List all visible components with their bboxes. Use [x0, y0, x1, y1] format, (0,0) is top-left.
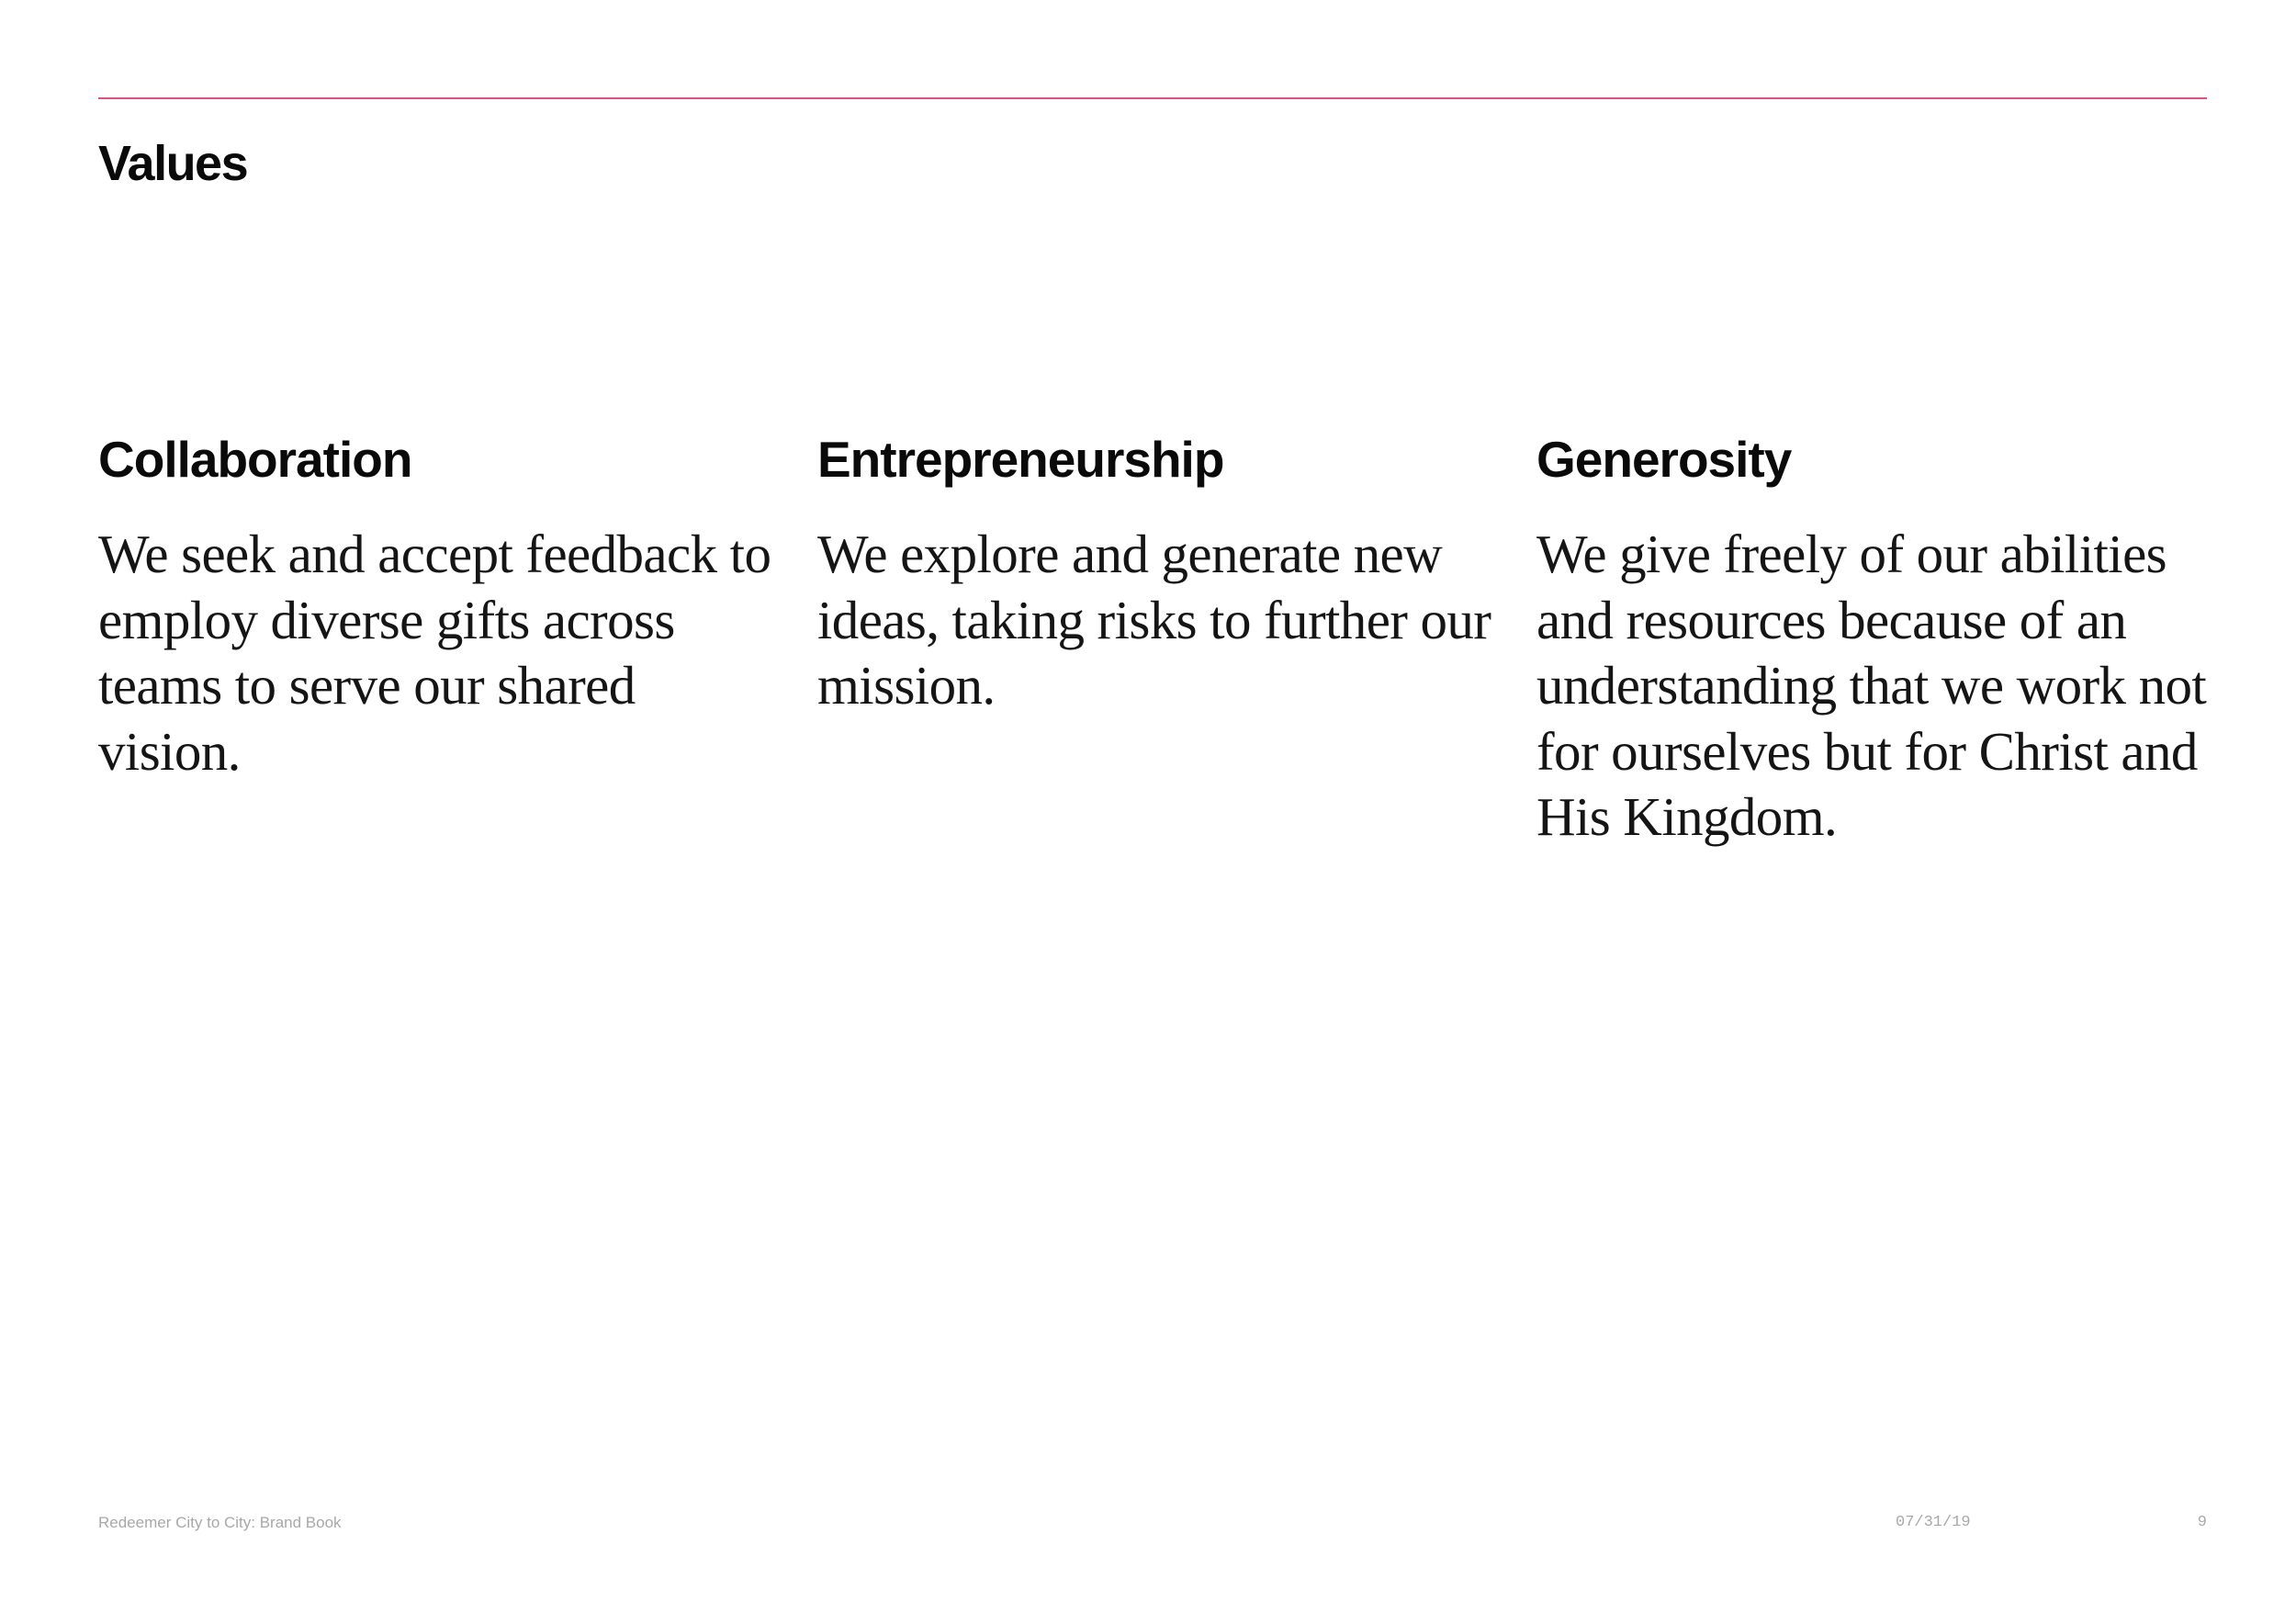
page-title: Values [98, 136, 248, 191]
footer-page-number: 9 [2197, 1514, 2207, 1531]
value-collaboration [98, 430, 778, 784]
value-heading: Collaboration [98, 431, 412, 488]
header-divider [98, 97, 2207, 99]
value-generosity [1536, 430, 2216, 851]
value-description: We explore and generate new ideas, taking risks to further our mission. [817, 524, 1491, 716]
footer-date: 07/31/19 [1896, 1514, 1971, 1531]
value-entrepreneurship [817, 430, 1497, 719]
value-description: We give freely of our abilities and resources because of an understanding that we work not for ourselves but for Christ and His Kingdom. [1536, 524, 2207, 847]
value-heading: Generosity [1536, 431, 1792, 488]
value-heading: Entrepreneurship [817, 431, 1224, 488]
footer-document-name: Redeemer City to City: Brand Book [98, 1514, 342, 1531]
value-description: We seek and accept feedback to employ diverse gifts across teams to serve our shared vision. [98, 524, 771, 782]
